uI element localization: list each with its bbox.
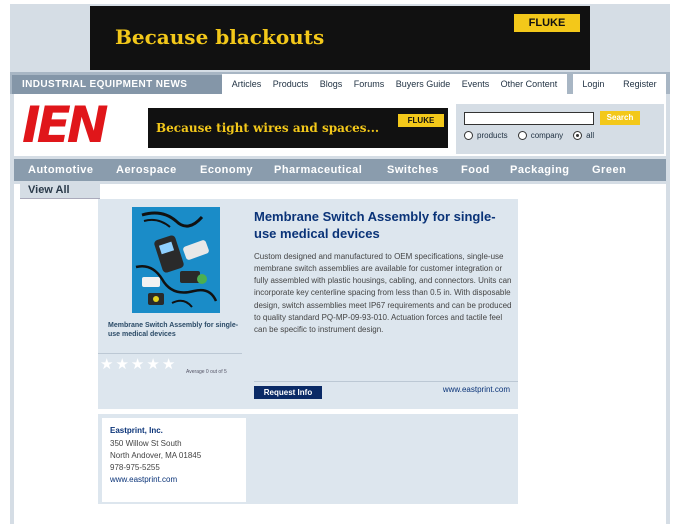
star-icon[interactable]: ★ (161, 356, 176, 373)
category-green[interactable]: Green (592, 164, 627, 176)
nav-link-blogs[interactable]: Blogs (319, 79, 343, 89)
ad-headline: Because tight wires and spaces... (156, 121, 380, 135)
company-website-link[interactable]: www.eastprint.com (442, 385, 510, 394)
star-icon[interactable]: ★ (100, 356, 114, 373)
site-brand-tab[interactable]: INDUSTRIAL EQUIPMENT NEWS (12, 75, 222, 94)
contact-website-link[interactable]: www.eastprint.com (110, 475, 178, 484)
membrane-switch-photo (132, 207, 220, 313)
category-food[interactable]: Food (461, 164, 490, 176)
rating-label: Average 0 out of 5 (186, 369, 227, 375)
product-image-caption: Membrane Switch Assembly for single-use medical devices (108, 322, 239, 339)
category-packaging[interactable]: Packaging (510, 164, 570, 176)
login-link[interactable]: Login (582, 79, 605, 89)
radio-label-products: products (477, 131, 508, 140)
fluke-header-ad[interactable] (148, 108, 448, 148)
fluke-logo: FLUKE (514, 14, 580, 32)
address-line-1: 350 Willow St South (110, 439, 182, 448)
nav-link-articles[interactable]: Articles (231, 79, 262, 89)
rating-stars[interactable] (100, 357, 177, 372)
radio-label-company: company (530, 131, 564, 140)
fluke-logo: FLUKE (398, 114, 444, 127)
nav-link-products[interactable]: Products (272, 79, 309, 89)
star-icon[interactable]: ★ (115, 356, 129, 373)
category-switches[interactable]: Switches (387, 164, 439, 176)
search-panel (456, 104, 664, 154)
main-content (14, 184, 666, 524)
product-title: Membrane Switch Assembly for single-use medical devices (254, 209, 496, 241)
nav-link-buyers-guide[interactable]: Buyers Guide (395, 79, 451, 89)
product-description: Custom designed and manufactured to OEM specifications, single-use membrane switch assemblies are available for customer integration or fully assembled with plastic housings, cabling, and connectors. Units can incorporate key centerline spacing from less than 0.5 in. With disposable design, switch assemblies meet IP67 requirements and can be produced to quality standard PQ-MP-09-93-010. Actuation forces and tactile feel can be specific to instrument design. (254, 252, 512, 334)
radio-products[interactable] (464, 131, 473, 140)
main-nav-links (222, 74, 567, 94)
category-automotive[interactable]: Automotive (28, 164, 94, 176)
ad-headline: Because blackouts (115, 25, 325, 49)
nav-link-forums[interactable]: Forums (353, 79, 385, 89)
radio-company[interactable] (518, 131, 527, 140)
star-icon[interactable]: ★ (146, 356, 160, 373)
contact-area (98, 414, 518, 504)
star-icon[interactable]: ★ (130, 356, 145, 373)
category-aerospace[interactable]: Aerospace (116, 164, 177, 176)
category-nav (14, 159, 666, 181)
fluke-banner-ad[interactable] (90, 6, 590, 70)
company-name[interactable]: Eastprint, Inc. (110, 426, 163, 435)
nav-link-events[interactable]: Events (461, 79, 490, 89)
request-info-button[interactable]: Request Info (254, 386, 322, 399)
product-image[interactable] (132, 207, 220, 313)
divider (98, 353, 242, 354)
nav-link-other-content[interactable]: Other Content (500, 79, 558, 89)
auth-links (573, 74, 666, 94)
page (10, 4, 670, 524)
category-economy[interactable]: Economy (200, 164, 254, 176)
address-line-2: North Andover, MA 01845 (110, 451, 202, 460)
divider (254, 381, 518, 382)
category-pharmaceutical[interactable]: Pharmaceutical (274, 164, 363, 176)
view-all-link[interactable]: View All (20, 181, 100, 199)
radio-label-all: all (586, 131, 595, 140)
company-contact-card (102, 418, 246, 502)
radio-all[interactable] (573, 131, 582, 140)
search-scope (464, 131, 604, 140)
register-link[interactable]: Register (623, 79, 657, 89)
ien-logo[interactable]: IEN (22, 96, 105, 154)
search-button[interactable]: Search (600, 111, 640, 125)
search-input[interactable] (464, 112, 594, 125)
top-nav (10, 72, 670, 94)
phone-number: 978-975-5255 (110, 463, 160, 472)
site-header (14, 94, 666, 156)
product-panel (98, 199, 518, 409)
